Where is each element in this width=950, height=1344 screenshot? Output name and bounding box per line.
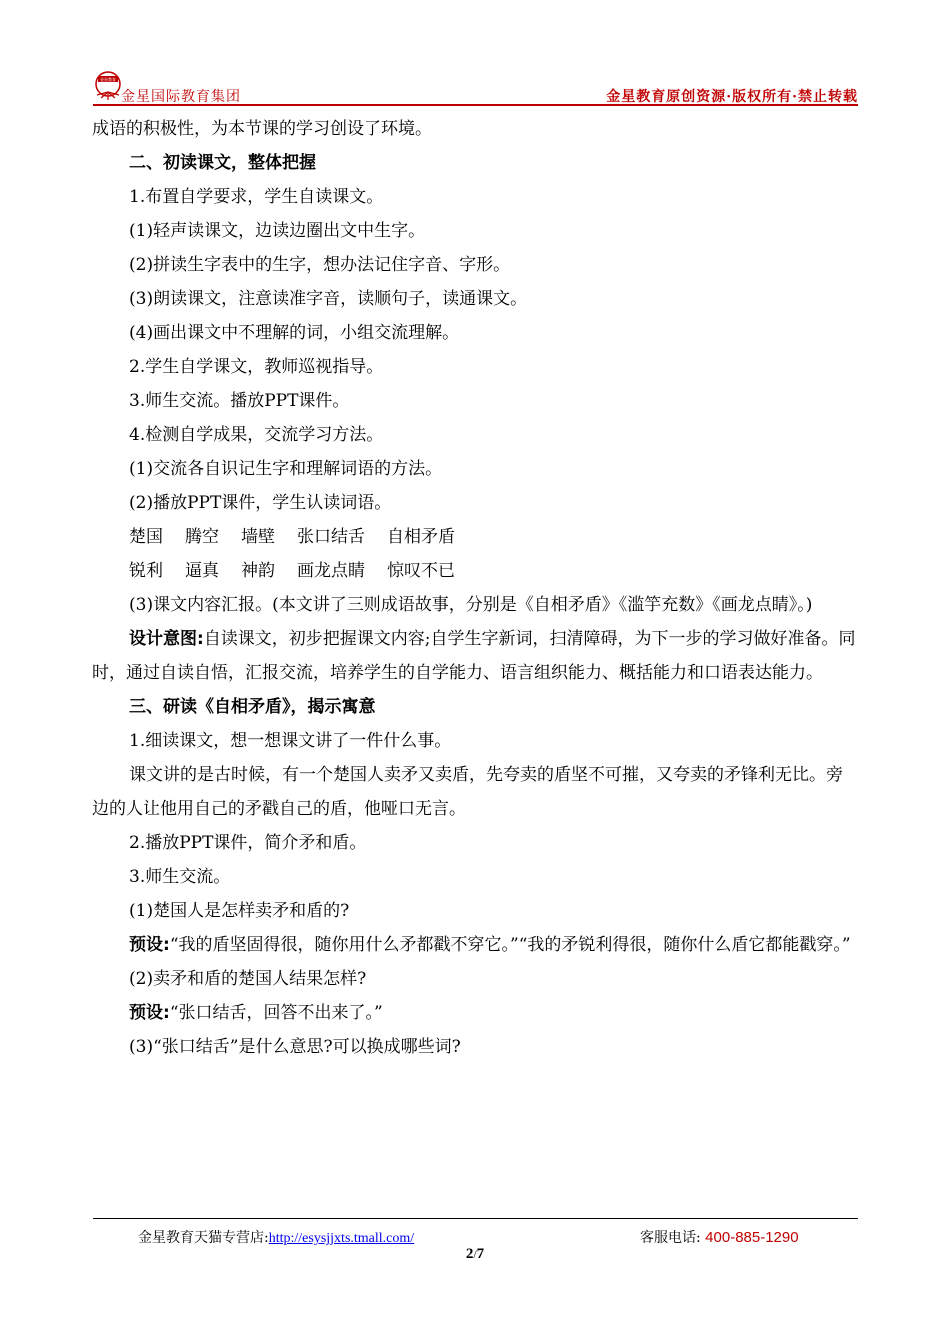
header-divider [93,104,858,106]
page-current: 2 [465,1246,474,1262]
step-item: 2.学生自学课文，教师巡视指导。 [129,357,384,377]
company-name: 金星国际教育集团 [121,89,241,105]
vocab-word: 楚国 [129,527,163,547]
sub-item: (3)课文内容汇报。(本文讲了三则成语故事，分别是《自相矛盾》《滥竽充数》《画龙点睛》。) [129,595,813,615]
paragraph: 课文讲的是古时候，有一个楚国人卖矛又卖盾，先夸卖的盾坚不可摧，又夸卖的矛锋利无比。旁边的人让他用自己的矛戳自己的盾，他哑口无言。 [92,765,843,819]
section-heading: 三、研读《自相矛盾》，揭示寓意 [129,697,376,717]
preset-label: 预设: [129,1003,170,1023]
step-item: 1.布置自学要求，学生自读课文。 [129,187,384,207]
vocab-word: 腾空 [185,527,219,547]
service-phone [640,1227,799,1247]
step-item: 1.细读课文，想一想课文讲了一件什么事。 [129,731,452,751]
page-number [0,1246,950,1263]
section-heading: 二、初读课文，整体把握 [129,153,316,173]
design-intent-label: 设计意图: [129,629,204,649]
vocab-word: 自相矛盾 [387,527,455,547]
vocab-word: 神韵 [241,561,275,581]
vocab-word: 锐利 [129,561,163,581]
preset-answer [92,996,858,1030]
lesson-content [92,112,858,1064]
step-item: 3.师生交流。播放PPT课件。 [129,391,350,411]
sub-item: (3)“张口结舌”是什么意思?可以换成哪些词? [129,1037,461,1057]
footer-divider [93,1218,858,1219]
store-link[interactable]: http://esysjjxts.tmall.com/ [268,1231,415,1246]
store-info [138,1227,414,1247]
preset-answer [92,928,858,962]
sub-item: (1)交流各自识记生字和理解词语的方法。 [129,459,443,479]
phone-number: 400-885-1290 [705,1229,799,1246]
logo-icon [93,70,123,102]
design-intent [92,622,858,690]
paragraph: 成语的积极性，为本节课的学习创设了环境。 [92,119,432,139]
store-label: 金星教育天猫专营店: [138,1230,269,1246]
preset-label: 预设: [129,935,170,955]
page-total: 7 [476,1246,485,1262]
vocabulary-row [92,520,858,554]
sub-item: (4)画出课文中不理解的词，小组交流理解。 [129,323,460,343]
sub-item: (3)朗读课文，注意读准字音，读顺句子，读通课文。 [129,289,528,309]
copyright-notice: 金星教育原创资源·版权所有·禁止转载 [606,89,858,105]
design-intent-text: 自读课文，初步把握课文内容;自学生字新词，扫清障碍，为下一步的学习做好准备。同时，通过自读自悟，汇报交流，培养学生的自学能力、语言组织能力、概括能力和口语表达能力。 [92,629,856,683]
vocab-word: 逼真 [185,561,219,581]
step-item: 4.检测自学成果，交流学习方法。 [129,425,384,445]
step-item: 3.师生交流。 [129,867,231,887]
vocab-word: 惊叹不已 [387,561,455,581]
sub-item: (2)拼读生字表中的生字，想办法记住字音、字形。 [129,255,511,275]
preset-text: “张口结舌，回答不出来了。” [169,1003,383,1023]
vocab-word: 墙壁 [241,527,275,547]
sub-item: (2)卖矛和盾的楚国人结果怎样? [129,969,367,989]
vocabulary-row [92,554,858,588]
sub-item: (1)楚国人是怎样卖矛和盾的? [129,901,350,921]
vocab-word: 张口结舌 [297,527,365,547]
sub-item: (2)播放PPT课件，学生认读词语。 [129,493,392,513]
logo-text: 金星教育 [100,77,116,82]
vocab-word: 画龙点睛 [297,561,365,581]
page-separator: / [473,1247,477,1261]
step-item: 2.播放PPT课件，简介矛和盾。 [129,833,367,853]
sub-item: (1)轻声读课文，边读边圈出文中生字。 [129,221,426,241]
phone-label: 客服电话: [640,1230,701,1246]
preset-text: “我的盾坚固得很，随你用什么矛都戳不穿它。”“我的矛锐利得很，随你什么盾它都能戳穿。” [169,935,851,955]
